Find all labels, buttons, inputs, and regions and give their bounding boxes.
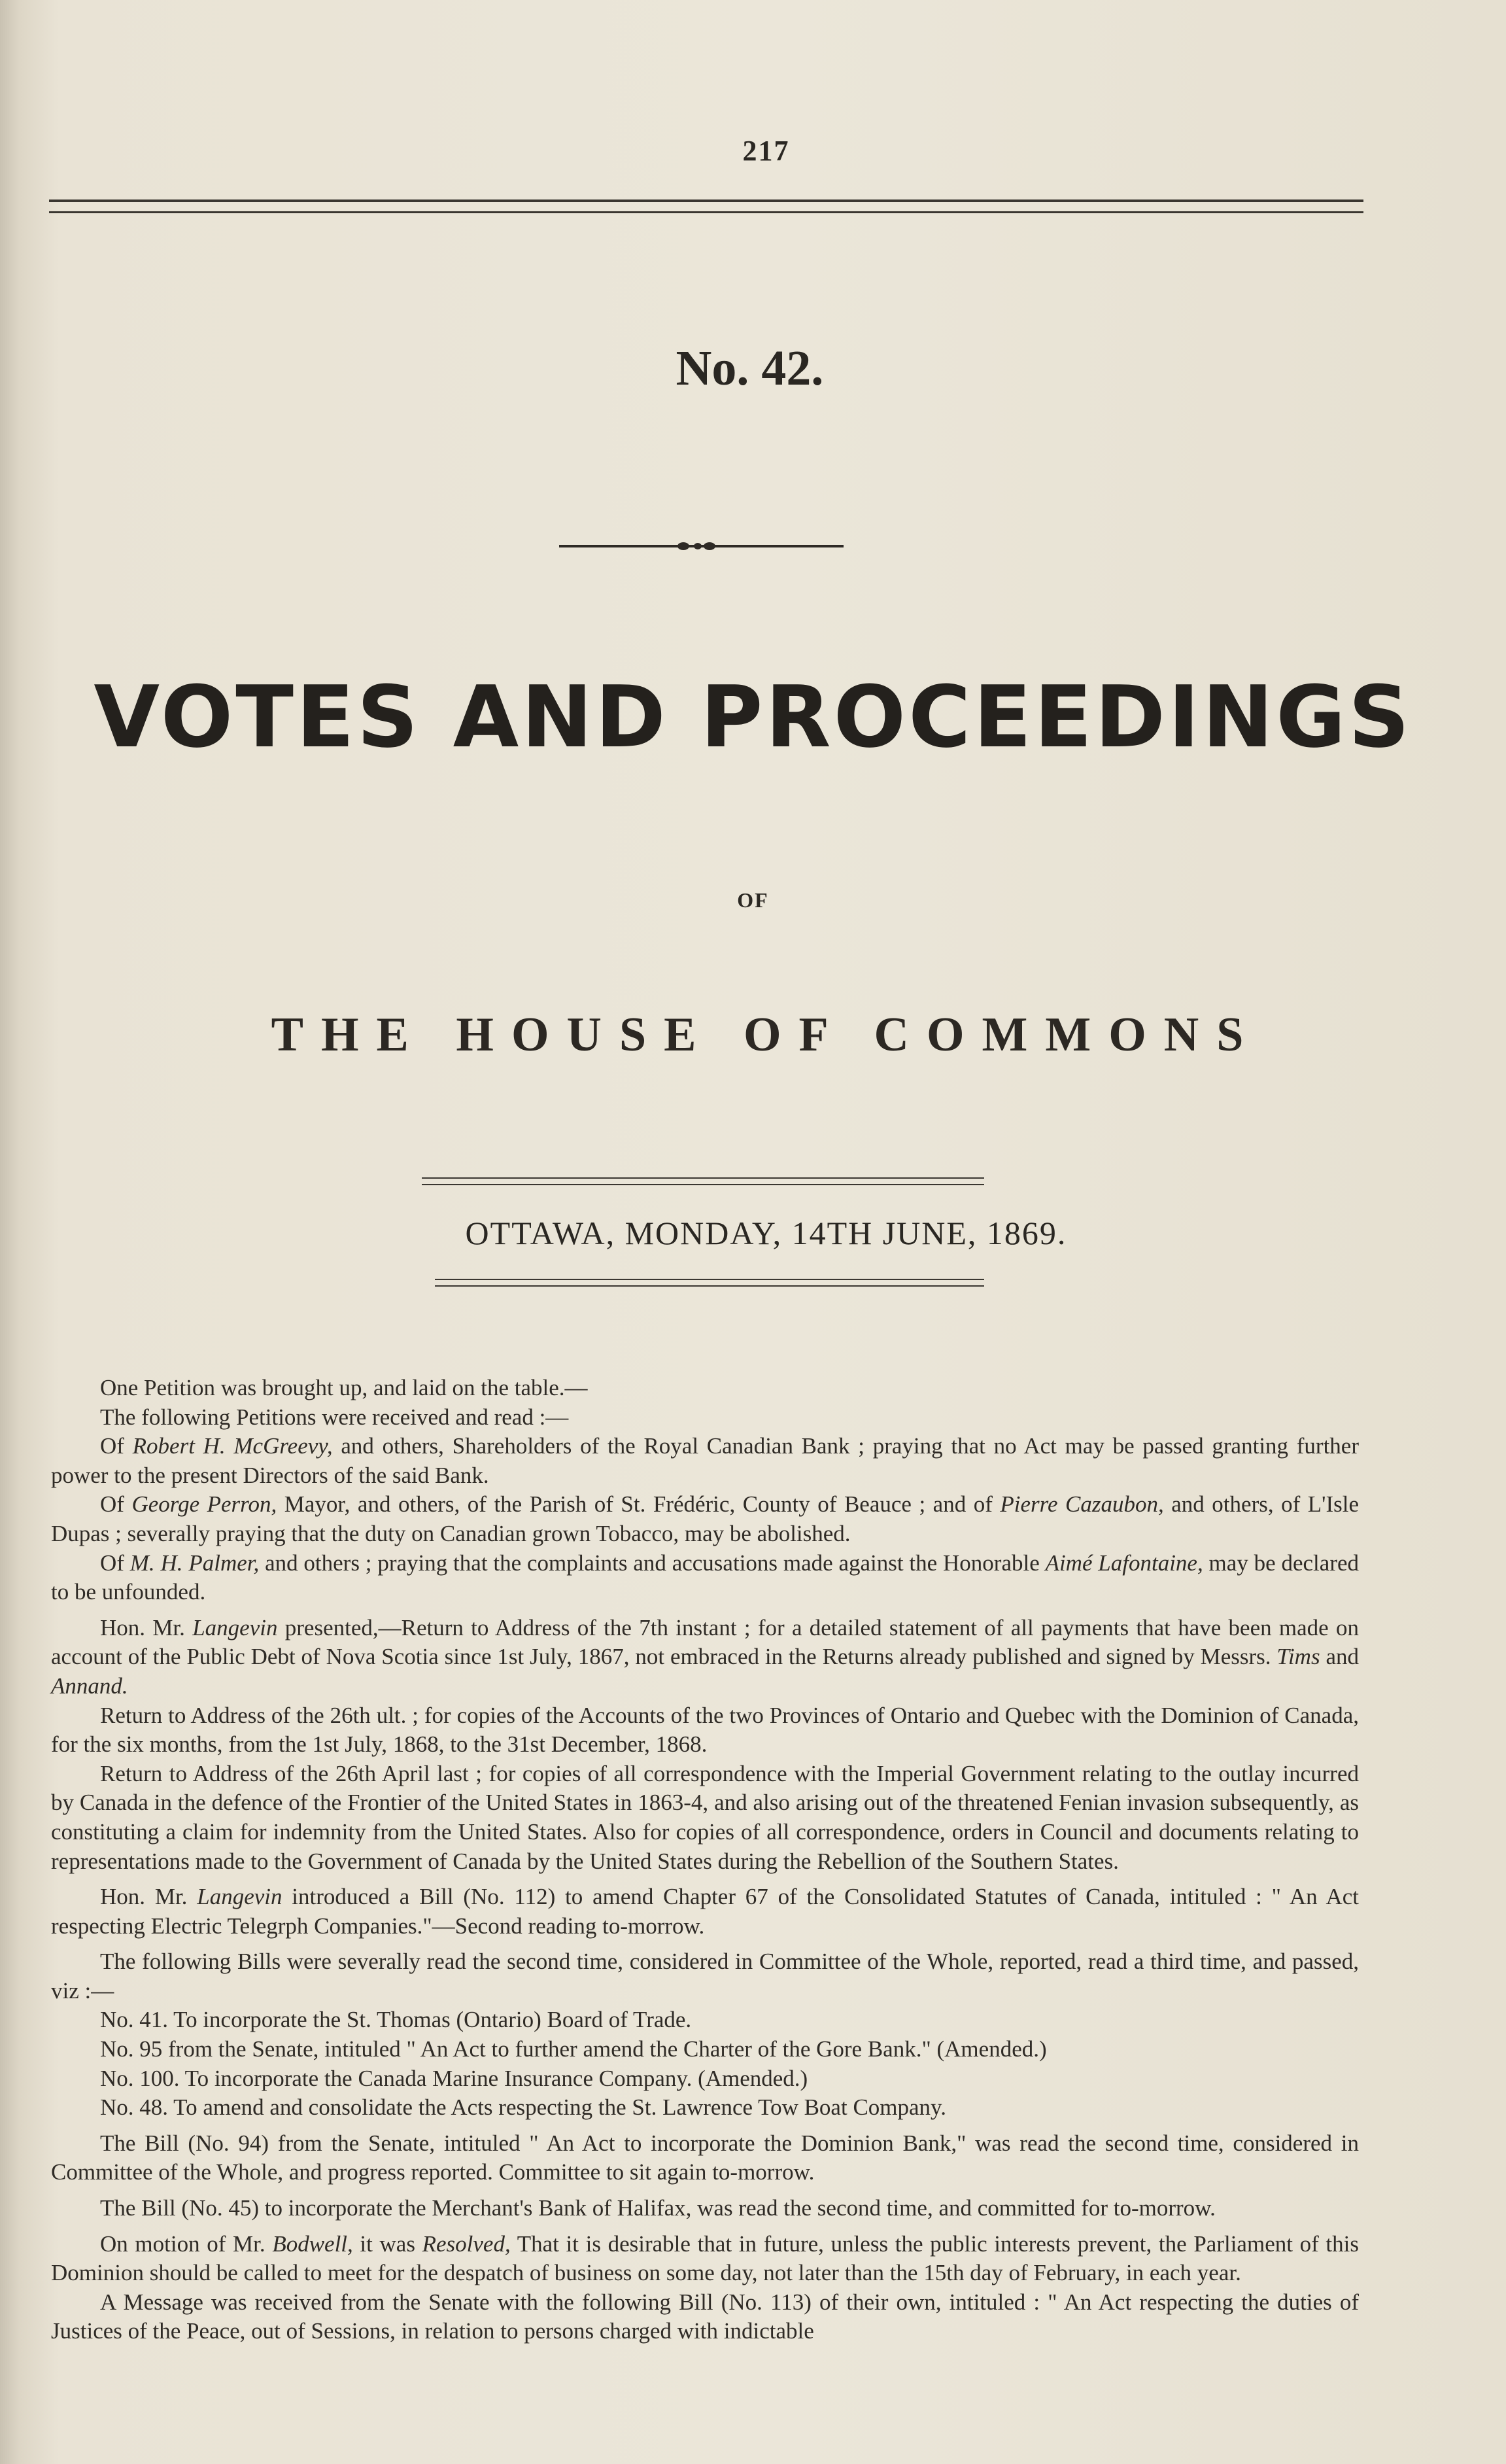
paragraph: Return to Address of the 26th April last ; for copies of all correspondence with the Imperial Government relating to the outlay incurred by Canada in the defence of the Frontier of the United States in 1863-4, and also arising out of the threatened Fenian invasion subsequently, as constituting a claim for indemnity from the United States. Also for copies of all correspondence, orders in Council and documents relating to representations made to the Government of Canada by the United States during the Rebellion of the Southern States. [51,1760,1359,1874]
bill-item: No. 100. To incorporate the Canada Marine Insurance Company. (Amended.) [100,2065,808,2091]
paragraph: The following Petitions were received and read :— [100,1404,569,1430]
paragraph: On motion of Mr. Bodwell, it was Resolved, That it is desirable that in future, unless the public interests prevent, the Parliament of this Dominion should be called to meet for the despatch of business on some day, not later than the 15th day of February, in each year. [51,2230,1359,2286]
proceedings-body [51,1374,1359,2346]
paragraph: Of George Perron, Mayor, and others, of the Parish of St. Frédéric, County of Beauce ; and of Pierre Cazaubon, and others, of L'Isle Dupas ; severally praying that the duty on Canadian grown Tobacco, may be abolished. [51,1491,1359,1546]
dateline: OTTAWA, MONDAY, 14TH JUNE, 1869. [465,1215,1067,1251]
double-rule-bottom [435,1279,984,1287]
paragraph: One Petition was brought up, and laid on the table.— [100,1375,588,1400]
house-title: THE HOUSE OF COMMONS [271,1008,1261,1062]
paragraph: The Bill (No. 45) to incorporate the Merchant's Bank of Halifax, was read the second time, and committed for to-morrow. [100,2195,1216,2221]
paragraph: The following Bills were severally read the second time, considered in Committee of the Whole, reported, read a third time, and passed, viz :— [51,1949,1359,2004]
title-of: OF [737,888,769,912]
issue-number: No. 42. [676,341,824,396]
ornament-divider [559,540,844,552]
page-number: 217 [742,135,790,167]
paragraph: Of Robert H. McGreevy, and others, Shareholders of the Royal Canadian Bank ; praying that no Act may be passed granting further power to the present Directors of the said Bank. [51,1433,1359,1488]
paragraph: Hon. Mr. Langevin introduced a Bill (No. 112) to amend Chapter 67 of the Consolidated Statutes of Canada, intituled : " An Act respecting Electric Telegrph Companies."—Second reading to-morrow. [51,1884,1359,1939]
paragraph: Return to Address of the 26th ult. ; for copies of the Accounts of the two Provinces of Ontario and Quebec with the Dominion of Canada, for the six months, from the 1st July, 1868, to the 31st December, 1868. [51,1702,1359,1758]
paragraph: Hon. Mr. Langevin presented,—Return to Address of the 7th instant ; for a detailed statement of all payments that have been made on account of the Public Debt of Nova Scotia since 1st July, 1867, not embraced in the Returns already published and signed by Messrs. Tims and Annand. [51,1614,1359,1699]
paragraph: The Bill (No. 94) from the Senate, intituled " An Act to incorporate the Dominion Bank," was read the second time, considered in Committee of the Whole, and progress reported. Committee to sit again to-morrow. [51,2130,1359,2185]
bill-item: No. 95 from the Senate, intituled " An Act to further amend the Charter of the Gore Bank." (Amended.) [100,2036,1047,2062]
double-rule-top [422,1177,984,1185]
header-rule [49,200,1363,213]
bill-item: No. 48. To amend and consolidate the Acts respecting the St. Lawrence Tow Boat Company. [100,2094,947,2121]
main-title: VOTES AND PROCEEDINGS [94,667,1412,767]
paragraph: A Message was received from the Senate with the following Bill (No. 113) of their own, intituled : " An Act respecting the duties of Justices of the Peace, out of Sessions, in relation to persons charged with indictable [51,2289,1359,2344]
bill-item: No. 41. To incorporate the St. Thomas (Ontario) Board of Trade. [100,2007,692,2033]
paragraph: Of M. H. Palmer, and others ; praying that the complaints and accusations made against the Honorable Aimé Lafontaine, may be declared to be unfounded. [51,1550,1360,1605]
